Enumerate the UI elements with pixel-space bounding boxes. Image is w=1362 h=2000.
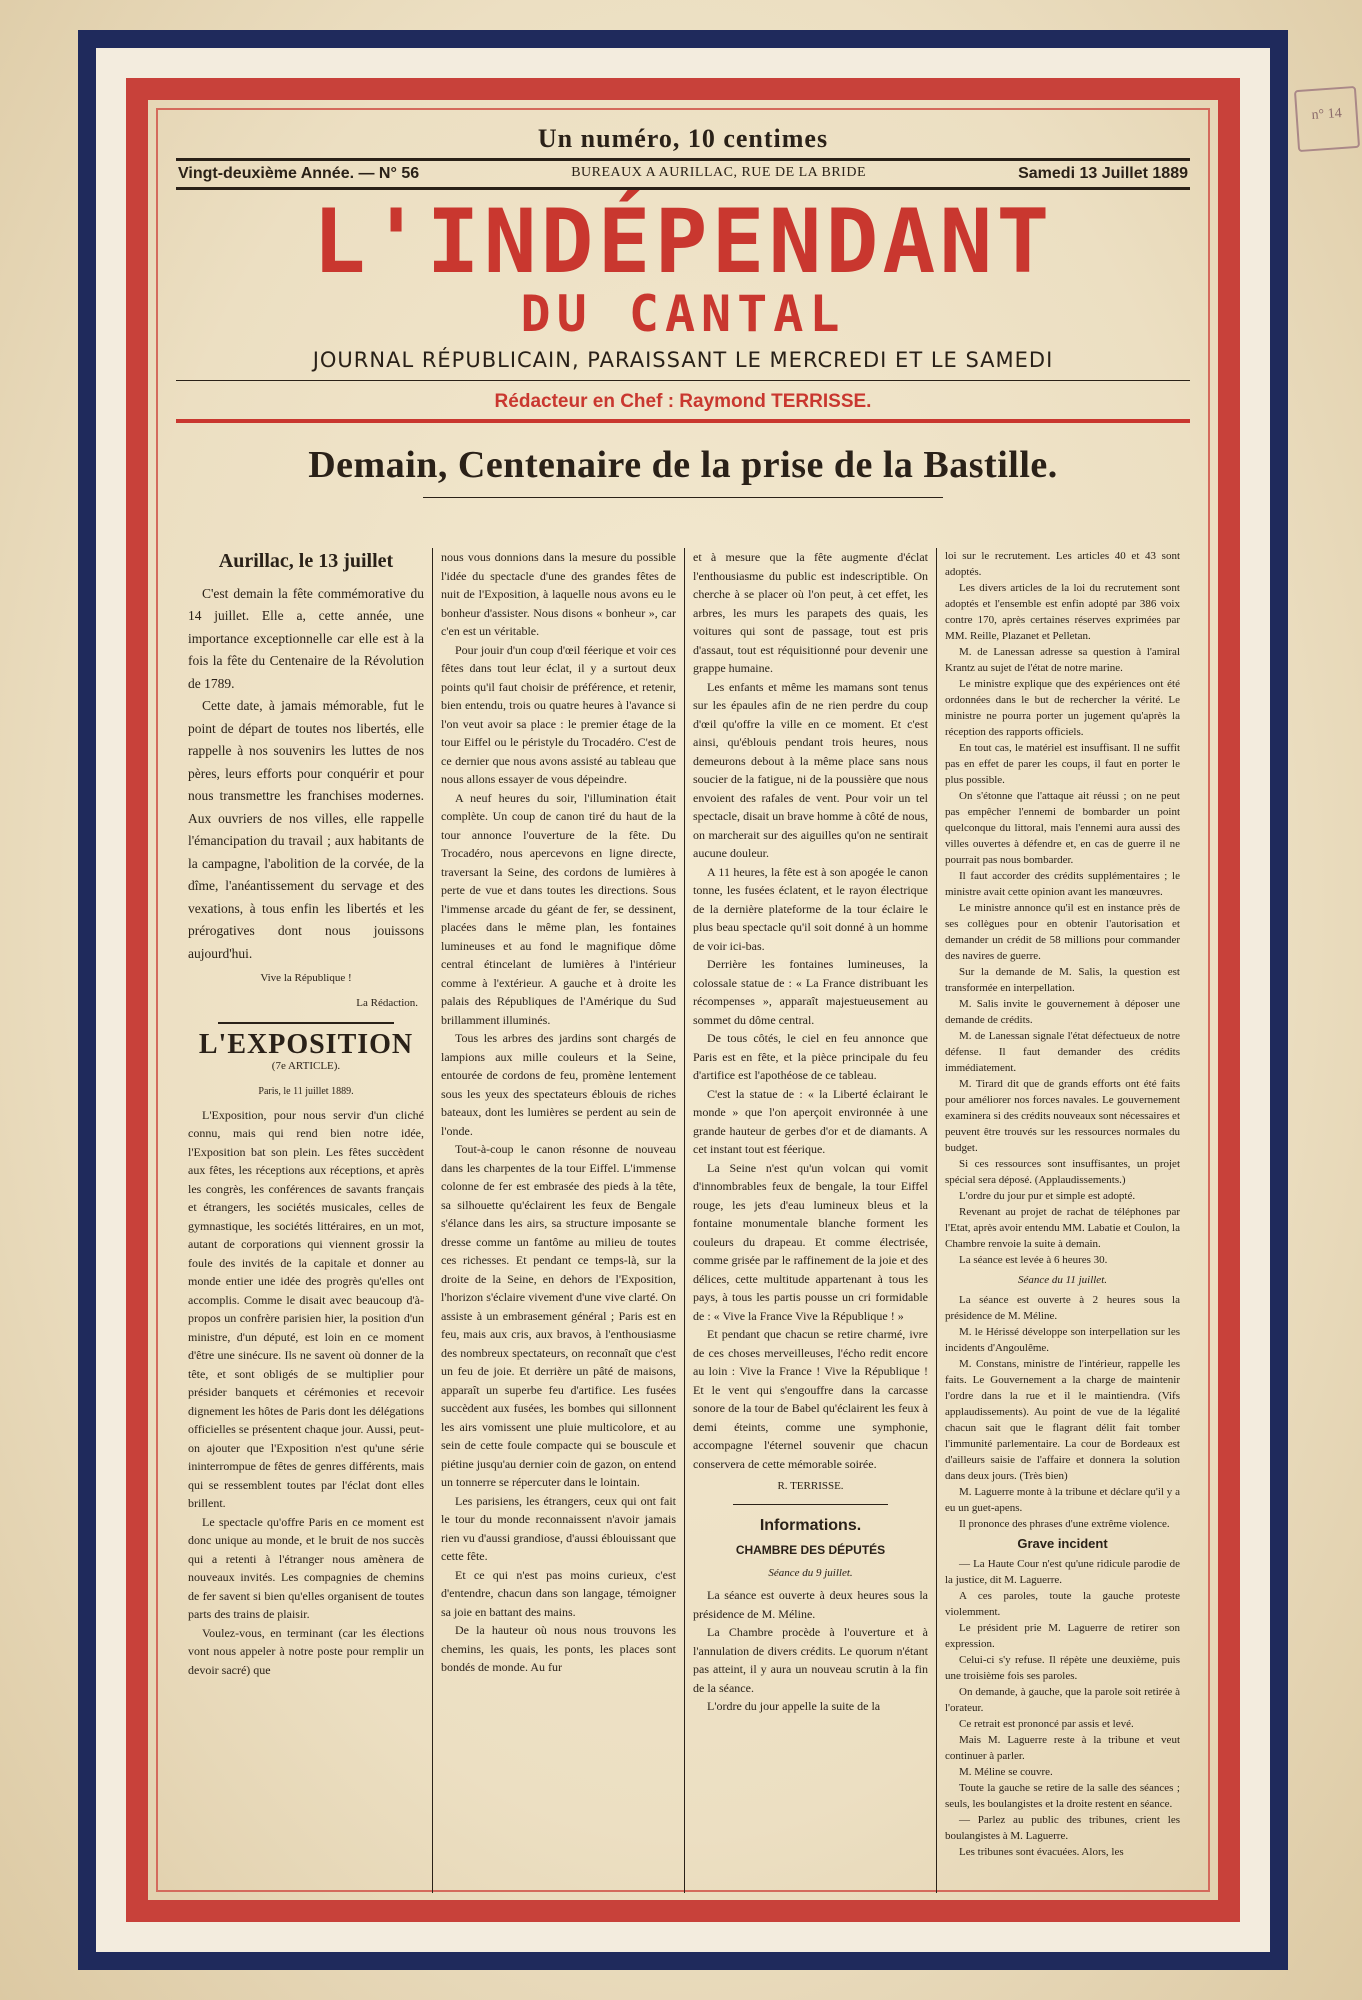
paragraph: Revenant au projet de rachat de téléphones par l'Etat, après avoir entendu MM. Labatie et Coulon, la Chambre renvoie la suite à demain. [945,1206,1180,1250]
paragraph: A 11 heures, la fête est à son apogée le canon tonne, les fusées éclatent, et le rayon électrique de la dernière plateforme de la tour éclaire le plus beau spectacle qu'il soit donné à un homme de voir ici-bas. [693,864,928,953]
column-1 [180,548,432,1893]
archive-stamp: n° 14 [1294,86,1360,152]
tagline: JOURNAL RÉPUBLICAIN, PARAISSANT LE MERCREDI ET LE SAMEDI [312,348,1054,372]
bureaux-address: BUREAUX A AURILLAC, RUE DE LA BRIDE [571,165,867,180]
paragraph: Le ministre annonce qu'il est en instance près de ses collègues pour en obtenir l'autorisation et demander un crédit de 58 millions pour commander des navires de guerre. [945,902,1180,962]
paragraph: L'ordre du jour appelle la suite de la [707,1699,881,1713]
paragraph: Tout-à-coup le canon résonne de nouveau dans les charpentes de la tour Eiffel. L'immense colonne de fer est embrasée des pieds à la tête, sa silhouette qu'éclairent les feux de Bengale s'élance dans les airs, sa structure imposante se dresse comme un fantôme au milieu de toutes ces richesses. Et pendant ce temps-là, sur la droite de la Seine, en dehors de l'Exposition, l'horizon s'éclaire vivement d'une vive clarté. On assiste à un embrasement général ; Paris est en feu, mais aux cris, aux bravos, à l'enthousiasme des nombreux spectateurs, on reconnaît que c'est un feu de joie. Et derrière un pâté de maisons, apparaît un superbe feu d'artifice. Les fusées succèdent aux fusées, les bombes qui sillonnent les airs vomissent une pluie multicolore, et au sein de cette foule compacte qui se bouscule et piétine jusqu'au dernier coin de gazon, on entend un tonnerre se répercuter dans le lointain. [441,1142,676,1489]
paragraph: Sur la demande de M. Salis, la question est transformée en interpellation. [945,966,1180,994]
masthead-title: L'INDÉPENDANT [312,190,1054,293]
paragraph: M. Tirard dit que de grands efforts ont été faits pour améliorer nos forces navales. Le gouvernement examinera si des crédits nouveaux sont nécessaires et peuvent être trouvés sur les ressources normales du budget. [945,1078,1180,1154]
paragraph: Pour jouir d'un coup d'œil féerique et voir ces fêtes dans tout leur éclat, il y a surtout deux points qu'il faut choisir de préférence, et retenir, bien entendu, trois ou quatre heures à l'avance si l'on veut avoir sa place : le premier étage de la tour Eiffel ou le péristyle du Trocadéro. C'est de ce dernier que nous avons assisté au tableau que nous allons essayer de vous dépeindre. [441,642,676,786]
paragraph: Les divers articles de la loi du recrutement sont adoptés et l'ensemble est enfin adopté par 386 voix contre 170, après certaines réserves exprimées par MM. Reille, Plazanet et Pelletan. [945,582,1180,642]
paragraph: C'est la statue de : « la Liberté éclairant le monde » que l'on aperçoit environnée à une grande hauteur de gerbes d'or et de diamants. A cet instant tout est féerique. [693,1086,928,1156]
paragraph: Les parisiens, les étrangers, ceux qui ont fait le tour du monde reconnaissent n'avoir jamais rien vu d'aussi grandiose, d'aussi éblouissant que cette fête. [441,1493,676,1563]
info-title: Informations. [759,1516,862,1534]
paragraph: M. Salis invite le gouvernement à déposer une demande de crédits. [945,998,1180,1026]
price-line: Un numéro, 10 centimes [537,124,829,153]
expo-subtitle: (7e ARTICLE). [271,1059,341,1072]
expo-dateline: Paris, le 11 juillet 1889. [258,1086,354,1097]
article-columns [180,548,1190,1893]
column-2 [432,548,684,1893]
expo-title: L'EXPOSITION [198,1029,414,1060]
issue-date: Samedi 13 Juillet 1889 [1018,165,1188,182]
paragraph: Les tribunes sont évacuées. Alors, les [959,1846,1124,1858]
cheer: Vive la République ! [260,972,352,984]
paragraph: Le spectacle qu'offre Paris en ce moment est donc unique au monde, et le bruit de nos succès qui a retenti à l'étranger nous amènera de nouveaux invités. Les compagnies de chemins de fer savent si bien qu'elles organisent de toutes parts des trains de plaisir. [188,1514,424,1621]
paragraph: Le président prie M. Laguerre de retirer son expression. [945,1622,1180,1650]
paragraph: — Parlez au public des tribunes, crient les boulangistes à M. Laguerre. [945,1814,1180,1842]
column-4 [936,548,1188,1893]
paragraph: Tous les arbres des jardins sont chargés de lampions aux mille couleurs et la Seine, entourée de cordons de feu, promène lentement sous les yeux des spectateurs éblouis de riches bateaux, dont les lumières se perdent au sein de l'onde. [441,1031,676,1138]
paragraph: Ce retrait est prononcé par assis et levé. [959,1718,1134,1730]
signature: R. TERRISSE. [777,1480,844,1492]
paragraph: M. de Lanessan adresse sa question à l'amiral Krantz au sujet de l'état de notre marine. [945,646,1180,674]
paragraph: Cette date, à jamais mémorable, fut le point de départ de toutes nos libertés, elle rappelle à nos souvenirs les luttes de nos pères, leurs efforts pour conquérir et pour nous transmettre les franchises modernes. Aux ouvriers de nos villes, elle rappelle l'émancipation du travail ; aux habitants de la campagne, l'abolition de la corvée, de la dîme, l'anéantissement du servage et des vexations, à tous enfin les libertés et les prérogatives dont nous jouissons aujourd'hui. [188,698,424,961]
paragraph: L'ordre du jour pur et simple est adopté. [959,1190,1136,1202]
paragraph: C'est demain la fête commémorative du 14 juillet. Elle a, cette année, une importance exceptionnelle car elle est à la fois la fête du Centenaire de la Révolution de 1789. [188,585,424,691]
paragraph: Les enfants et même les mamans sont tenus sur les épaules afin de ne rien perdre du coup d'œil qu'offre la ville en ce moment. Et c'est ainsi, qu'éblouis pendant trois heures, nous demeurons debout à la même place sans nous soucier de la fatigue, ni de la poussière que nous envoient des rafales de vent. Pour voir un tel spectacle, disait un brave homme à côté de nous, on marcherait sur des aiguilles qu'on ne sentirait aucune douleur. [693,679,928,860]
paragraph: On demande, à gauche, que la parole soit retirée à l'orateur. [945,1686,1180,1714]
editor-line: Rédacteur en Chef : Raymond TERRISSE. [494,391,872,412]
meta-bar [176,163,1190,185]
paragraph: — La Haute Cour n'est qu'une ridicule parodie de la justice, dit M. Laguerre. [945,1558,1180,1586]
paragraph: Voulez-vous, en terminant (car les élections vont nous appeler à notre poste pour remplir un devoir sacré) que [188,1625,424,1677]
paragraph: Si ces ressources sont insuffisantes, un projet spécial sera déposé. (Applaudissements.) [945,1158,1180,1186]
paragraph: Toute la gauche se retire de la salle des séances ; seuls, les boulangistes et la droite restent en séance. [945,1782,1180,1810]
paragraph: M. Méline se couvre. [959,1766,1053,1778]
issue-number: Vingt-deuxième Année. — N° 56 [178,165,420,182]
paragraph: M. le Hérissé développe son interpellation sur les incidents d'Angoulême. [945,1326,1180,1354]
paragraph: et à mesure que la fête augmente d'éclat l'enthousiasme du public est indescriptible. On cherche à se placer où l'on peut, à cet effet, les arbres, les murs les parapets des quais, les voitures qui sont de passage, tout est pris d'assaut, tout est réquisitionné pour devenir une grappe humaine. [693,550,928,675]
incident-title: Grave incident [1017,1536,1108,1551]
main-headline: Demain, Centenaire de la prise de la Bastille. [308,444,1058,486]
paragraph: Et ce qui n'est pas moins curieux, c'est d'entendre, chacun dans son langage, témoigner sa joie en battant des mains. [441,1567,676,1619]
paragraph: La séance est levée à 6 heures 30. [959,1254,1108,1266]
paragraph: Et pendant que chacun se retire charmé, ivre de ces choses merveilleuses, l'écho redit encore au loin : Vive la France ! Vive la République ! Et le vent qui s'engouffre dans la carcasse sonore de la tour de Babel qu'éclairent les feux à demi éteints, comme une symphonie, accompagne l'éternel souvenir que chacun conservera de cette mémorable soirée. [693,1327,928,1471]
paragraph: L'Exposition, pour nous servir d'un cliché connu, mais qui rend bien notre idée, l'Exposition bat son plein. Les fêtes succèdent aux fêtes, les réceptions aux réceptions, et après les congrès, les conférences de savants français et étrangers, les sociétés musicales, celles de gymnastique, les sociétés littéraires, en un mot, autant de corporations qui viennent grossir la foule des invités de la capitale et donner au monde entier une idée des progrès qu'elles ont accomplis. Comme le disait avec beaucoup d'à-propos un confrère parisien hier, la position d'un ministre, d'un député, est loin en ce moment d'être une sinécure. Ils ne savent où donner de la tête, et sont obligés de se multiplier pour présider banquets et cérémonies et recevoir dignement les hôtes de Paris dont les délégations officielles se présentent chaque jour. Aussi, peut-on ajouter que l'Exposition n'est qu'une série ininterrompue de fêtes de genres différents, mais qui se ressemblent toutes par l'éclat dont elles brillent. [188,1107,424,1510]
chamber-title: CHAMBRE DES DÉPUTÉS [735,1543,886,1557]
paragraph: En tout cas, le matériel est insuffisant. Il ne suffit pas en effet de parer les coups, il faut en porter le plus possible. [945,742,1180,786]
paragraph: Il prononce des phrases d'une extrême violence. [959,1518,1170,1530]
paragraph: De la hauteur où nous nous trouvons les chemins, les quais, les ponts, les places sont bondés de monde. Au fur [441,1623,676,1674]
paragraph: Le ministre explique que des expériences ont été ordonnées dans le but de rechercher la vérité. Le ministre ne pourra porter un jugement qu'après la réception des rapports officiels. [945,678,1180,738]
paragraph: La séance est ouverte à 2 heures sous la présidence de M. Méline. [945,1294,1180,1322]
divider [218,1022,394,1024]
header [176,118,1190,498]
paragraph: Derrière les fontaines lumineuses, la colossale statue de : « La France distribuant les récompenses », apparaît majestueusement au sommet du dôme central. [693,957,928,1027]
paragraph: M. Constans, ministre de l'intérieur, rappelle les faits. Le Gouvernement a la charge de maintenir l'ordre dans la rue et il le maintiendra. (Vifs applaudissements). Au point de vue de la légalité chacun sait que le flagrant délit fait tomber l'immunité parlementaire. La cour de Bordeaux est d'ailleurs saisie de l'affaire et donnera la solution dans deux jours. (Très bien) [945,1358,1180,1482]
session-title: Séance du 9 juillet. [768,1566,853,1579]
editorial-title: Aurillac, le 13 juillet [218,550,394,572]
paragraph: On s'étonne que l'attaque ait réussi ; on ne peut pas empêcher l'ennemi de bombarder un point quelconque du littoral, mais l'ennemi aura aussi des villes ouvertes à défendre et, en cas de guerre il ne pourrait pas nous bombarder. [945,790,1180,866]
masthead-subtitle: DU CANTAL [520,285,846,343]
divider [733,1504,888,1505]
paragraph: De tous côtés, le ciel en feu annonce que Paris est en fête, et la pièce principale du feu d'artifice est l'apothéose de ce tableau. [693,1031,928,1082]
paragraph: La séance est ouverte à deux heures sous la présidence de M. Méline. [693,1588,928,1621]
session-title: Séance du 11 juillet. [1018,1274,1107,1286]
paragraph: Il faut accorder des crédits supplémentaires ; le ministre avait cette opinion avant les manœuvres. [945,870,1180,898]
paragraph: La Seine n'est qu'un volcan qui vomit d'innombrables feux de bengale, la tour Eiffel rouge, les jets d'eau lumineux bleus et la fontaine monumentale blanche forment les couleurs du drapeau. Et comme électrisée, comme grisée par le raffinement de la joie et des délices, cette multitude appartenant à tous les pays, à tous les partis pousse un cri formidable de : « Vive la France Vive la République ! » [693,1160,928,1323]
paragraph: Celui-ci s'y refuse. Il répète une deuxième, puis une troisième fois ses paroles. [945,1654,1180,1682]
paragraph: M. de Lanessan signale l'état défectueux de notre défense. Il faut demander des crédits immédiatement. [945,1030,1180,1074]
signature: La Rédaction. [356,996,418,1009]
editorial-body [188,583,424,966]
paragraph: loi sur le recrutement. Les articles 40 et 43 sont adoptés. [945,550,1180,578]
paragraph: A ces paroles, toute la gauche proteste violemment. [945,1590,1180,1618]
paragraph: Mais M. Laguerre reste à la tribune et veut continuer à parler. [945,1734,1180,1762]
paragraph: nous vous donnions dans la mesure du possible l'idée du spectacle d'une des grandes fêtes de nuit de l'Exposition, à laquelle nous avons eu le bonheur d'assister. Nous disons « bonheur », car c'en est un véritable. [441,550,676,638]
paragraph: La Chambre procède à l'ouverture et à l'annulation de divers crédits. Le quorum n'étant pas atteint, il y aura un nouveau scrutin à la fin de la séance. [693,1625,928,1695]
paragraph: A neuf heures du soir, l'illumination était complète. Un coup de canon tiré du haut de la tour annonce l'ouverture de la fête. Du Trocadéro, nous apercevons en ligne directe, traversant la Seine, des cordons de lumières à perte de vue et dans toutes les directions. Sous l'immense arcade du géant de fer, se dessinent, placées dans le même plan, les fontaines lumineuses et au fond le magnifique dôme central étincelant de lumières à l'intérieur comme à l'extérieur. A gauche et à droite les palais des Républiques de l'Amérique du Sud brillamment illuminés. [441,790,676,1027]
paragraph: M. Laguerre monte à la tribune et déclare qu'il y a eu un guet-apens. [945,1486,1180,1514]
column-3 [684,548,936,1893]
